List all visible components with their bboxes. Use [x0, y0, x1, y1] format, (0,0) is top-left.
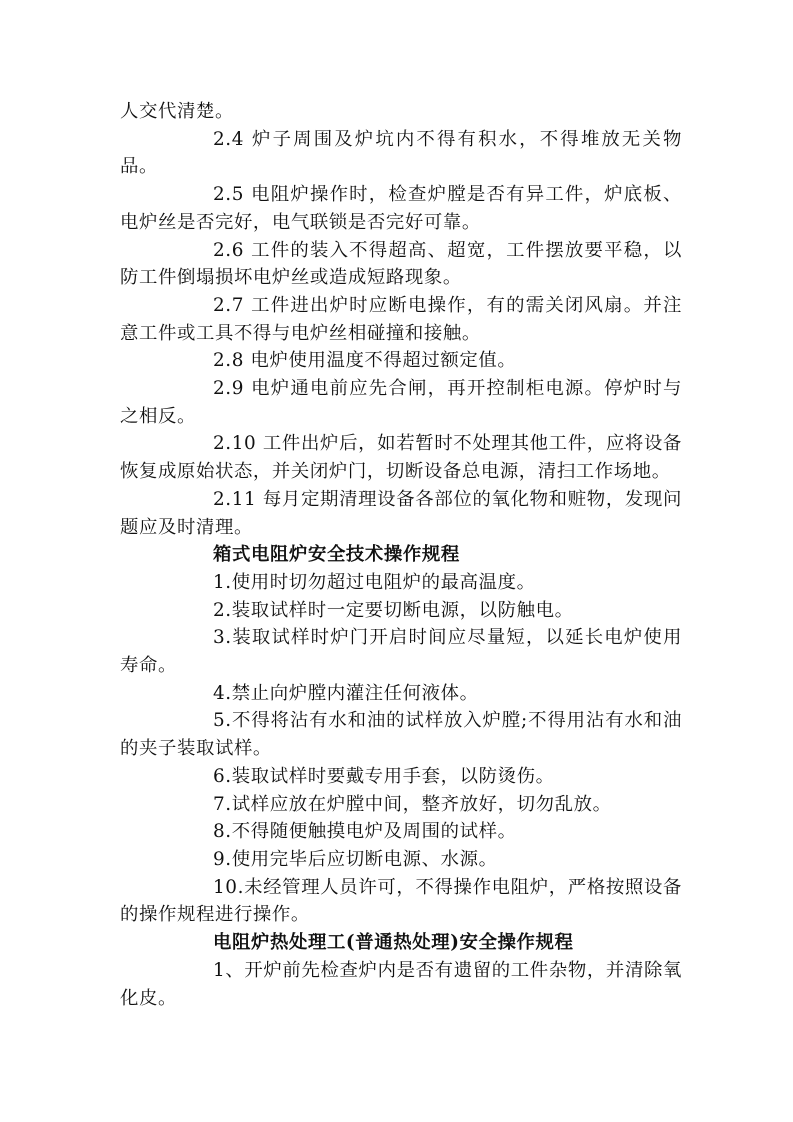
paragraph-item-2: 2.装取试样时一定要切断电源，以防触电。 — [213, 599, 574, 621]
paragraph-item-3: 3.装取试样时炉门开启时间应尽量短，以延长电炉使用寿命。 — [120, 627, 682, 677]
paragraph-heat-1: 1、开炉前先检查炉内是否有遗留的工件杂物，并清除氧化皮。 — [120, 959, 682, 1009]
paragraph-item-9: 9.使用完毕后应切断电源、水源。 — [213, 848, 498, 870]
paragraph-2-7: 2.7 工件进出炉时应断电操作，有的需关闭风扇。并注意工件或工具不得与电炉丝相碰撞和接触。 — [120, 294, 682, 344]
paragraph: 人交代清楚。 — [120, 101, 234, 122]
section-heading-box-furnace: 箱式电阻炉安全技术操作规程 — [213, 544, 460, 566]
paragraph-item-4: 4.禁止向炉膛内灌注任何液体。 — [213, 682, 479, 704]
paragraph-item-6: 6.装取试样时要戴专用手套，以防烫伤。 — [213, 765, 555, 787]
paragraph-2-10: 2.10 工件出炉后，如若暂时不处理其他工件，应将设备恢复成原始状态，并关闭炉门，切断设备总电源，清扫工作场地。 — [120, 433, 682, 483]
paragraph-item-10: 10.未经管理人员许可，不得操作电阻炉，严格按照设备的操作规程进行操作。 — [120, 876, 682, 926]
paragraph-2-6: 2.6 工件的装入不得超高、超宽，工件摆放要平稳，以防工件倒塌损坏电炉丝或造成短路现象。 — [120, 239, 682, 289]
paragraph-2-11: 2.11 每月定期清理设备各部位的氧化物和赃物，发现问题应及时清理。 — [120, 488, 682, 538]
section-heading-heat-treatment: 电阻炉热处理工(普通热处理)安全操作规程 — [213, 932, 574, 954]
document-body — [120, 98, 682, 1012]
paragraph-2-9: 2.9 电炉通电前应先合闸，再开控制柜电源。停炉时与之相反。 — [120, 378, 682, 427]
paragraph-item-1: 1.使用时切勿超过电阻炉的最高温度。 — [213, 571, 536, 593]
paragraph-item-7: 7.试样应放在炉膛中间，整齐放好，切勿乱放。 — [213, 793, 612, 815]
paragraph-2-5: 2.5 电阻炉操作时，检查炉膛是否有异工件，炉底板、电炉丝是否完好，电气联锁是否完好可靠。 — [120, 184, 682, 233]
paragraph-item-8: 8.不得随便触摸电炉及周围的试样。 — [213, 821, 517, 843]
paragraph-2-4: 2.4 炉子周围及炉坑内不得有积水，不得堆放无关物品。 — [120, 128, 682, 178]
paragraph-item-5: 5.不得将沾有水和油的试样放入炉膛;不得用沾有水和油的夹子装取试样。 — [120, 710, 682, 760]
paragraph-2-8: 2.8 电炉使用温度不得超过额定值。 — [213, 350, 517, 372]
